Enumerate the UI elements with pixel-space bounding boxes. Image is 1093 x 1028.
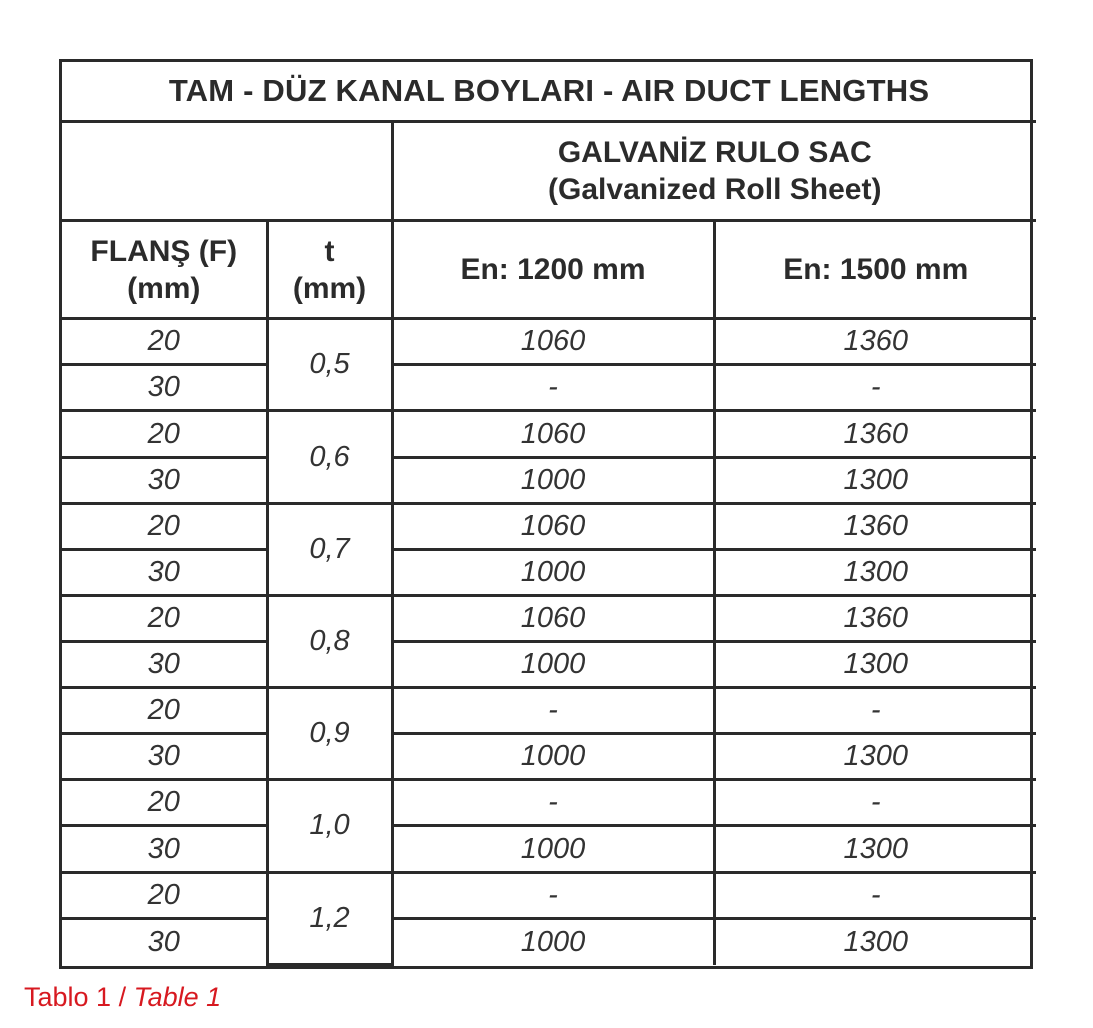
en-1200-cell: -: [392, 872, 714, 918]
flange-cell: 20: [62, 319, 267, 365]
caption-english: Table 1: [133, 982, 222, 1012]
group-header-line2: (Galvanized Roll Sheet): [548, 172, 882, 206]
table-row: [62, 734, 1036, 780]
en-1500-cell: 1300: [714, 549, 1036, 595]
en-1500-cell: 1360: [714, 411, 1036, 457]
thickness-header-line1: t: [324, 234, 335, 268]
en-1200-cell: -: [392, 780, 714, 826]
table-row: [62, 688, 1036, 734]
thickness-cell: 1,0: [267, 780, 392, 872]
en-1500-cell: 1300: [714, 642, 1036, 688]
flange-cell: 20: [62, 688, 267, 734]
flange-cell: 20: [62, 411, 267, 457]
table-row: [62, 872, 1036, 918]
column-header-en-1200: En: 1200 mm: [392, 220, 714, 319]
en-1200-cell: 1060: [392, 319, 714, 365]
en-1200-cell: 1000: [392, 549, 714, 595]
en-1200-cell: 1000: [392, 457, 714, 503]
en-1500-cell: 1300: [714, 457, 1036, 503]
table-row: [62, 780, 1036, 826]
en-1500-cell: 1360: [714, 595, 1036, 641]
table-row: [62, 918, 1036, 964]
galvanized-group-header: [392, 122, 1036, 221]
en-1200-cell: -: [392, 365, 714, 411]
flange-cell: 30: [62, 642, 267, 688]
duct-length-table: [62, 62, 1036, 966]
thickness-cell: 1,2: [267, 872, 392, 964]
en-1200-cell: 1060: [392, 595, 714, 641]
en-1500-cell: 1360: [714, 503, 1036, 549]
en-1200-cell: 1060: [392, 503, 714, 549]
table-row: [62, 365, 1036, 411]
en-1500-cell: -: [714, 780, 1036, 826]
en-1500-cell: -: [714, 365, 1036, 411]
table-row: [62, 595, 1036, 641]
en-1500-cell: 1300: [714, 826, 1036, 872]
flange-header-line2: (mm): [127, 271, 201, 305]
en-1200-cell: 1000: [392, 918, 714, 964]
en-1200-cell: 1060: [392, 411, 714, 457]
table-row: [62, 411, 1036, 457]
column-header-thickness: [267, 220, 392, 319]
column-header-flange: [62, 220, 267, 319]
table-row: [62, 503, 1036, 549]
flange-header-line1: FLANŞ (F): [90, 234, 238, 268]
thickness-cell: 0,7: [267, 503, 392, 595]
table-row: [62, 319, 1036, 365]
flange-cell: 30: [62, 457, 267, 503]
flange-cell: 20: [62, 595, 267, 641]
table-row: [62, 642, 1036, 688]
thickness-header-line2: (mm): [292, 271, 367, 305]
flange-cell: 20: [62, 872, 267, 918]
table-row: [62, 457, 1036, 503]
en-1500-cell: 1360: [714, 319, 1036, 365]
en-1200-cell: -: [392, 688, 714, 734]
flange-cell: 30: [62, 918, 267, 964]
flange-cell: 20: [62, 503, 267, 549]
flange-cell: 30: [62, 734, 267, 780]
table-caption: [24, 982, 221, 1013]
en-1500-cell: -: [714, 688, 1036, 734]
flange-cell: 30: [62, 365, 267, 411]
en-1200-cell: 1000: [392, 826, 714, 872]
thickness-cell: 0,5: [267, 319, 392, 411]
thickness-cell: 0,9: [267, 688, 392, 780]
duct-length-table-frame: [59, 59, 1033, 969]
en-1200-cell: 1000: [392, 642, 714, 688]
en-1500-cell: 1300: [714, 918, 1036, 964]
table-title: TAM - DÜZ KANAL BOYLARI - AIR DUCT LENGTHS: [62, 62, 1036, 122]
en-1500-cell: -: [714, 872, 1036, 918]
flange-cell: 20: [62, 780, 267, 826]
group-header-line1: GALVANİZ RULO SAC: [557, 135, 872, 169]
empty-header-cell: [62, 122, 392, 221]
table-row: [62, 826, 1036, 872]
table-row: [62, 549, 1036, 595]
thickness-cell: 0,6: [267, 411, 392, 503]
thickness-cell: 0,8: [267, 595, 392, 687]
flange-cell: 30: [62, 826, 267, 872]
flange-cell: 30: [62, 549, 267, 595]
caption-turkish: Tablo 1 /: [24, 982, 134, 1012]
en-1500-cell: 1300: [714, 734, 1036, 780]
en-1200-cell: 1000: [392, 734, 714, 780]
column-header-en-1500: En: 1500 mm: [714, 220, 1036, 319]
